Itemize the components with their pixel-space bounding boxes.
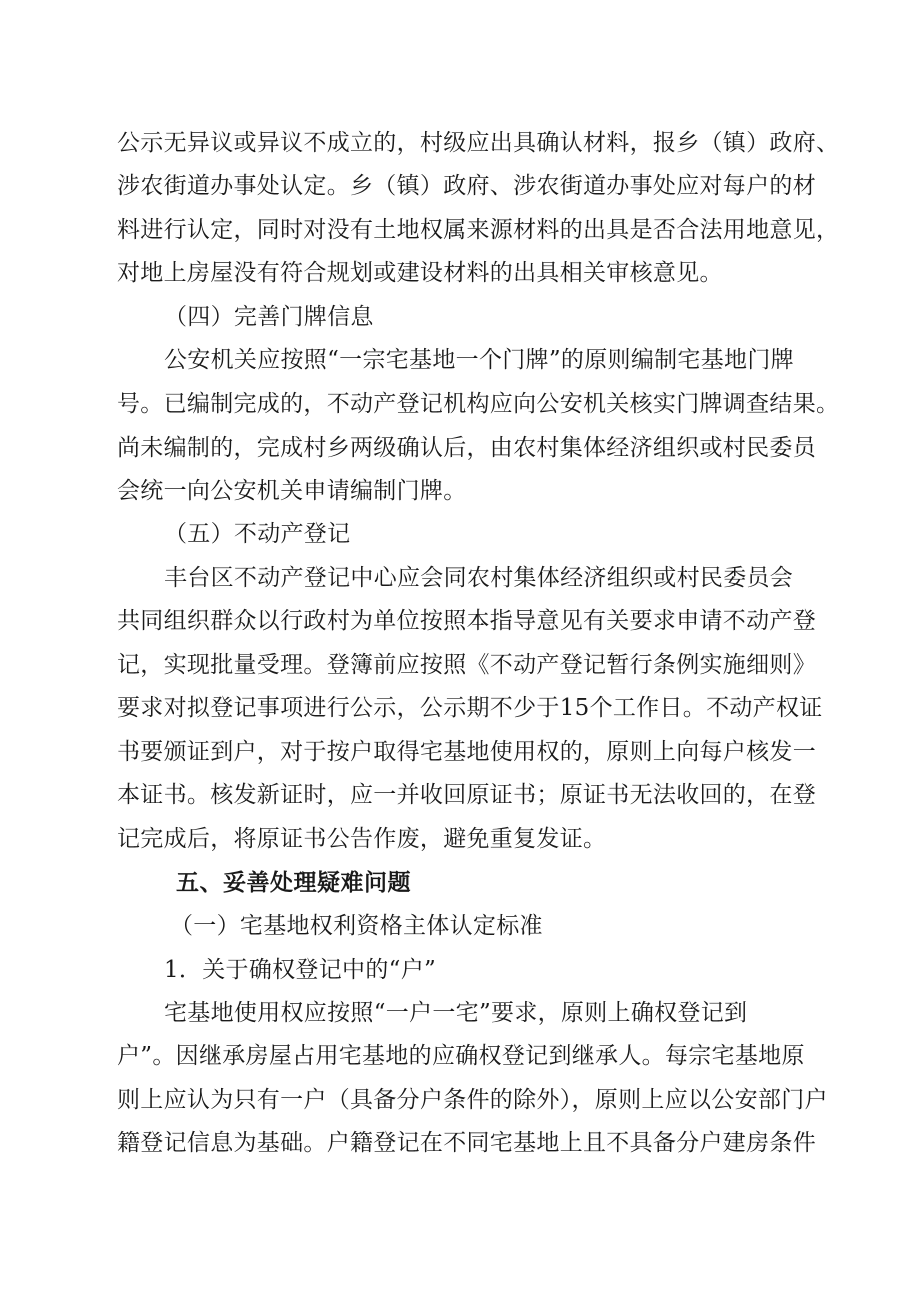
text-line: 料进行认定，同时对没有土地权属来源材料的出具是否合法用地意见， (117, 217, 840, 243)
text-line: 要求对拟登记事项进行公示，公示期不少于15个工作日。不动产权证 (117, 695, 823, 721)
paragraph-first-line: 丰台区不动产登记中心应会同农村集体经济组织或村民委员会 (164, 565, 794, 591)
text-line: 共同组织群众以行政村为单位按照本指导意见有关要求申请不动产登 (117, 608, 816, 634)
text-line: 则上应认为只有一户（具备分户条件的除外），原则上应以公安部门户 (117, 1087, 828, 1113)
text-line: 公示无异议或异议不成立的，村级应出具确认材料，报乡（镇）政府、 (117, 130, 840, 156)
text-line: 涉农街道办事处认定。乡（镇）政府、涉农街道办事处应对每户的材 (117, 173, 816, 199)
section-subheading: （四）完善门牌信息 (164, 304, 374, 330)
text-line: 号。已编制完成的，不动产登记机构应向公安机关核实门牌调查结果。 (117, 391, 840, 417)
text-line: 记完成后，将原证书公告作废，避免重复发证。 (117, 826, 607, 852)
text-line: 尚未编制的，完成村乡两级确认后，由农村集体经济组织或村民委员 (117, 435, 816, 461)
paragraph-first-line: 公安机关应按照“一宗宅基地一个门牌”的原则编制宅基地门牌 (164, 347, 794, 373)
section-subheading: （一）宅基地权利资格主体认定标准 (170, 913, 543, 939)
paragraph-first-line: 宅基地使用权应按照“一户一宅”要求，原则上确权登记到 (164, 1000, 748, 1026)
text-line: 户”。因继承房屋占用宅基地的应确权登记到继承人。每宗宅基地原 (117, 1043, 805, 1069)
item-heading: 1．关于确权登记中的“户” (164, 957, 437, 983)
chapter-heading: 五、妥善处理疑难问题 (176, 870, 411, 896)
text-line: 记，实现批量受理。登簿前应按照《不动产登记暂行条例实施细则》 (117, 652, 816, 678)
text-line: 籍登记信息为基础。户籍登记在不同宅基地上且不具备分户建房条件 (117, 1130, 816, 1156)
text-line: 会统一向公安机关申请编制门牌。 (117, 478, 467, 504)
text-line: 对地上房屋没有符合规划或建设材料的出具相关审核意见。 (117, 260, 723, 286)
text-line: 本证书。核发新证时，应一并收回原证书；原证书无法收回的，在登 (117, 782, 816, 808)
text-line: 书要颁证到户，对于按户取得宅基地使用权的，原则上向每户核发一 (117, 739, 816, 765)
section-subheading: （五）不动产登记 (164, 521, 351, 547)
